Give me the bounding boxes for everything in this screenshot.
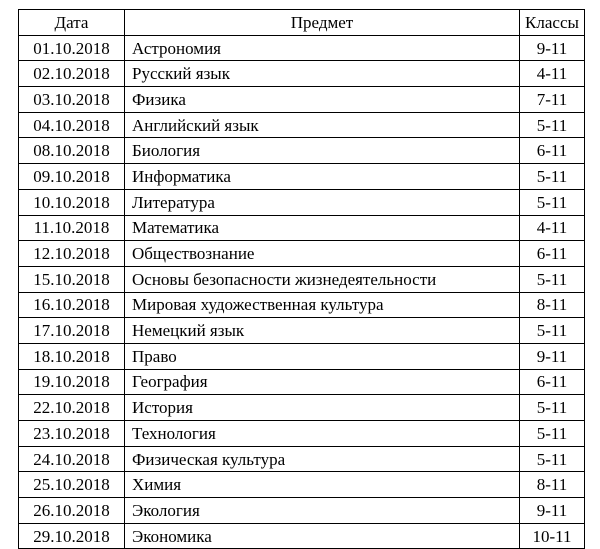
subject-cell: Астрономия	[125, 35, 520, 61]
date-cell: 25.10.2018	[19, 472, 125, 498]
subject-cell: Основы безопасности жизнедеятельности	[125, 266, 520, 292]
table-row	[19, 35, 585, 61]
grades-cell: 5-11	[520, 266, 585, 292]
date-cell: 18.10.2018	[19, 343, 125, 369]
date-cell: 11.10.2018	[19, 215, 125, 241]
grades-cell: 5-11	[520, 421, 585, 447]
table-row	[19, 215, 585, 241]
table-row	[19, 61, 585, 87]
table-row	[19, 446, 585, 472]
grades-cell: 5-11	[520, 446, 585, 472]
grades-cell: 5-11	[520, 112, 585, 138]
olympiad-schedule-table	[18, 9, 585, 549]
subject-cell: Физическая культура	[125, 446, 520, 472]
subject-cell: Русский язык	[125, 61, 520, 87]
subject-cell: Мировая художественная культура	[125, 292, 520, 318]
date-cell: 09.10.2018	[19, 164, 125, 190]
table-row	[19, 523, 585, 549]
subject-cell: Литература	[125, 189, 520, 215]
subject-cell: Немецкий язык	[125, 318, 520, 344]
date-cell: 01.10.2018	[19, 35, 125, 61]
grades-cell: 8-11	[520, 292, 585, 318]
date-cell: 29.10.2018	[19, 523, 125, 549]
grades-cell: 5-11	[520, 164, 585, 190]
header-grades: Классы	[520, 10, 585, 36]
subject-cell: Английский язык	[125, 112, 520, 138]
grades-cell: 6-11	[520, 138, 585, 164]
date-cell: 24.10.2018	[19, 446, 125, 472]
date-cell: 12.10.2018	[19, 241, 125, 267]
date-cell: 19.10.2018	[19, 369, 125, 395]
subject-cell: Химия	[125, 472, 520, 498]
table-header	[19, 10, 585, 36]
subject-cell: Право	[125, 343, 520, 369]
table-body	[19, 35, 585, 549]
grades-cell: 5-11	[520, 189, 585, 215]
subject-cell: Физика	[125, 87, 520, 113]
table-row	[19, 421, 585, 447]
table-row	[19, 343, 585, 369]
grades-cell: 8-11	[520, 472, 585, 498]
date-cell: 10.10.2018	[19, 189, 125, 215]
grades-cell: 9-11	[520, 343, 585, 369]
subject-cell: Экономика	[125, 523, 520, 549]
date-cell: 26.10.2018	[19, 498, 125, 524]
table-row	[19, 318, 585, 344]
date-cell: 23.10.2018	[19, 421, 125, 447]
table-row	[19, 138, 585, 164]
subject-cell: Биология	[125, 138, 520, 164]
subject-cell: Информатика	[125, 164, 520, 190]
table-row	[19, 266, 585, 292]
subject-cell: География	[125, 369, 520, 395]
grades-cell: 5-11	[520, 318, 585, 344]
date-cell: 16.10.2018	[19, 292, 125, 318]
table-row	[19, 189, 585, 215]
subject-cell: Математика	[125, 215, 520, 241]
date-cell: 08.10.2018	[19, 138, 125, 164]
subject-cell: История	[125, 395, 520, 421]
table-row	[19, 369, 585, 395]
grades-cell: 4-11	[520, 61, 585, 87]
subject-cell: Экология	[125, 498, 520, 524]
grades-cell: 6-11	[520, 241, 585, 267]
grades-cell: 9-11	[520, 35, 585, 61]
date-cell: 02.10.2018	[19, 61, 125, 87]
table-row	[19, 395, 585, 421]
subject-cell: Обществознание	[125, 241, 520, 267]
date-cell: 04.10.2018	[19, 112, 125, 138]
grades-cell: 7-11	[520, 87, 585, 113]
table-row	[19, 112, 585, 138]
table-row	[19, 292, 585, 318]
header-row	[19, 10, 585, 36]
date-cell: 03.10.2018	[19, 87, 125, 113]
grades-cell: 4-11	[520, 215, 585, 241]
date-cell: 17.10.2018	[19, 318, 125, 344]
table-row	[19, 164, 585, 190]
subject-cell: Технология	[125, 421, 520, 447]
grades-cell: 10-11	[520, 523, 585, 549]
grades-cell: 5-11	[520, 395, 585, 421]
table-row	[19, 87, 585, 113]
table-row	[19, 472, 585, 498]
table-row	[19, 241, 585, 267]
grades-cell: 6-11	[520, 369, 585, 395]
table-row	[19, 498, 585, 524]
header-date: Дата	[19, 10, 125, 36]
grades-cell: 9-11	[520, 498, 585, 524]
header-subject: Предмет	[125, 10, 520, 36]
date-cell: 15.10.2018	[19, 266, 125, 292]
date-cell: 22.10.2018	[19, 395, 125, 421]
